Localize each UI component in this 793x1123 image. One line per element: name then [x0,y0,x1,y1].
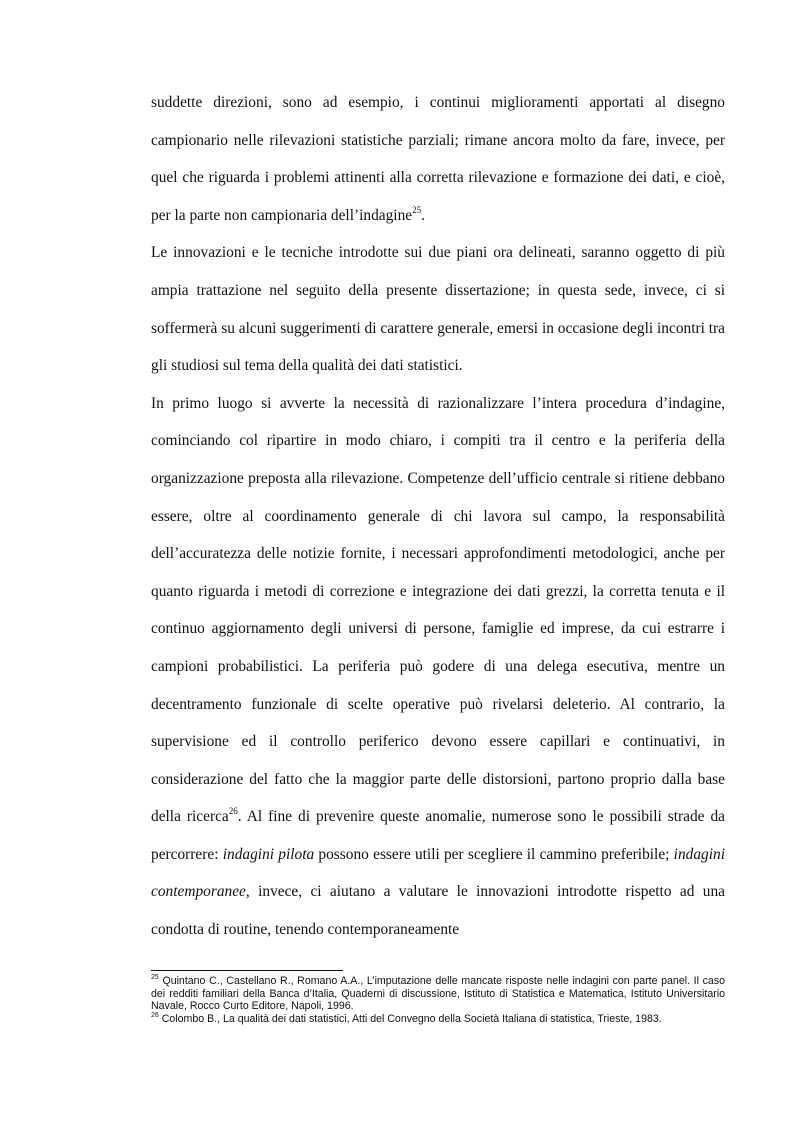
paragraph-text: In primo luogo si avverte la necessità di razionalizzare l’intera procedura d’indagine, cominciando col ripartire in modo chiaro, i compiti tra il centro e la periferia della organizzazione preposta alla rilevazione. Competenze dell’ufficio centrale si ritiene debbano essere, oltre al coordinamento generale di chi lavora sul campo, la responsabilità dell’accuratezza delle notizie fornite, i necessari approfondimenti metodologici, anche per quanto riguarda i metodi di correzione e integrazione dei dati grezzi, la corretta tenuta e il continuo aggiornamento degli universi di persone, famiglie ed imprese, da cui estrarre i campioni probabilistici. La periferia può godere di una delega esecutiva, mentre un decentramento funzionale di scelte operative può rivelarsi deleterio. Al contrario, la supervisione ed il controllo periferico devono essere capillari e continuativi, in considerazione del fatto che la maggior parte delle distorsioni, partono proprio dalla base della ricerca [151,394,725,826]
italic-term: indagini pilota [222,845,315,863]
footnote-separator [151,970,343,971]
footnote-25 [151,975,725,1013]
footnote-number: 25 [151,974,159,982]
footnote-text: Colombo B., La qualità dei dati statistici, Atti del Convegno della Società Italiana di statistica, Trieste, 1983. [158,1012,662,1025]
body-text [151,84,725,949]
footnotes [151,975,725,1025]
footnote-number: 26 [151,1011,159,1019]
paragraph-text: possono essere utili per scegliere il cammino preferibile; [314,845,674,863]
paragraph-3 [151,385,725,949]
paragraph-text: , invece, ci aiutano a valutare le innovazioni introdotte rispetto ad una condotta di routine, tenendo contemporaneamente [151,883,725,939]
paragraph-2: Le innovazioni e le tecniche introdotte sui due piani ora delineati, saranno oggetto di più ampia trattazione nel seguito della presente dissertazione; in questa sede, invece, ci si soffermerà su alcuni suggerimenti di carattere generale, emersi in occasione degli incontri tra gli studiosi sul tema della qualità dei dati statistici. [151,244,725,375]
italic-term: indagini contemporanee [151,845,725,901]
footnote-ref-25: 25 [412,204,422,215]
paragraph-text: suddette direzioni, sono ad esempio, i continui miglioramenti apportati al disegno campionario nelle rilevazioni statistiche parziali; rimane ancora molto da fare, invece, per quel che riguarda i problemi attinenti alla corretta rilevazione e formazione dei dati, e cioè, per la parte non campionaria dell’indagine [151,94,725,224]
paragraph-text: . Al fine di prevenire queste anomalie, numerose sono le possibili strade da percorrere: [151,808,725,863]
footnote-26 [151,1013,725,1026]
paragraph-tail: . [421,206,425,224]
footnote-ref-26: 26 [228,806,238,817]
paragraph-1 [151,84,725,234]
footnote-text: Quintano C., Castellano R., Romano A.A., L’imputazione delle mancate risposte nelle indagini con parte panel. Il caso dei redditi familiari della Banca d’Italia, Quaderni di discussione, Istituto di Statistica e Matematica, Istituto Universitario Navale, Rocco Curto Editore, Napoli, 1996. [151,975,725,1012]
